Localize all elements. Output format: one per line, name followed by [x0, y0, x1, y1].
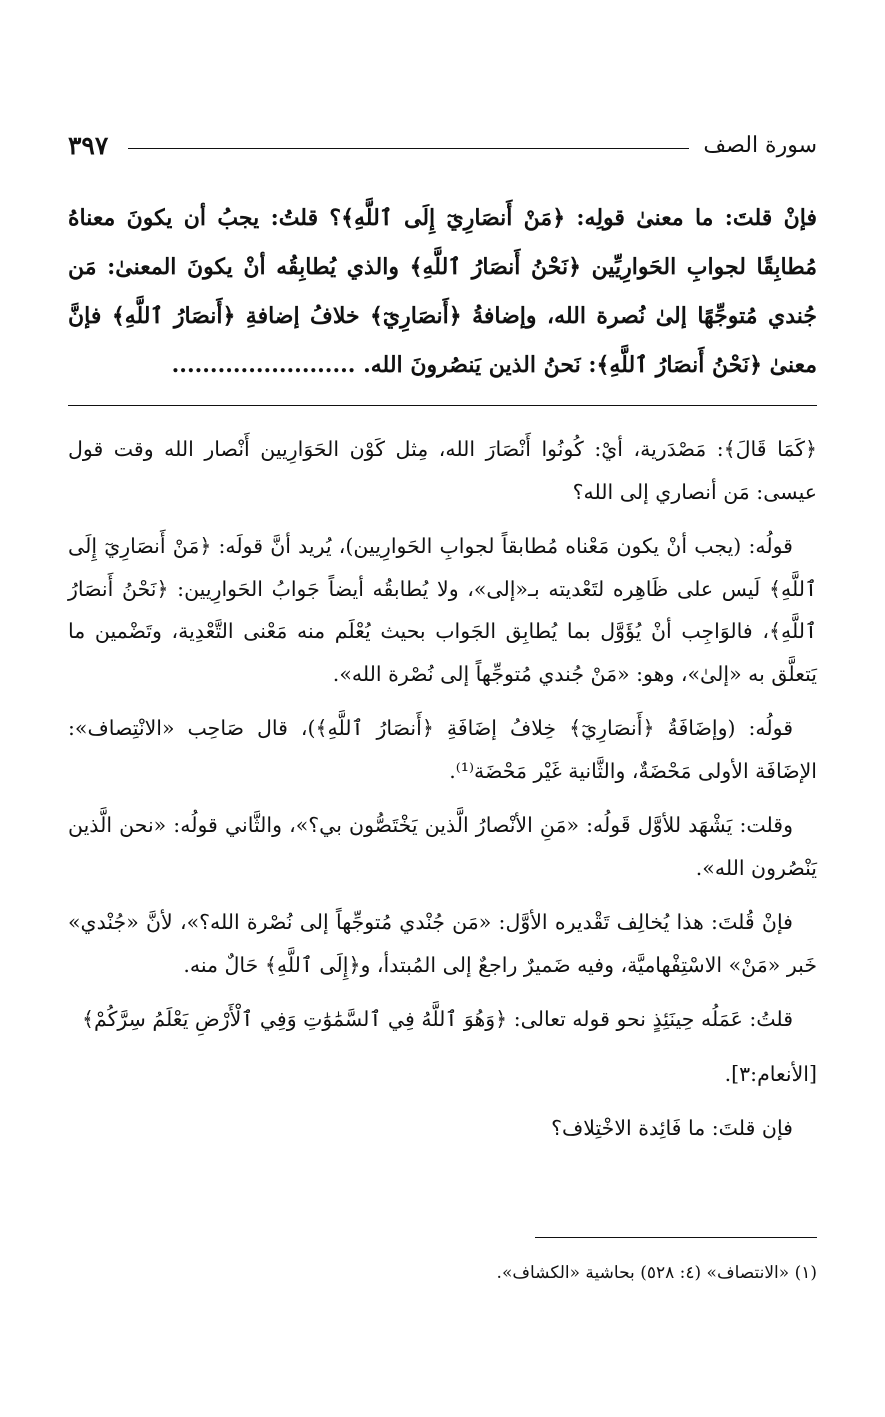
main-text-paragraph: فإنْ قلتَ: ما معنىٰ قولِه: ﴿مَنْ أَنصَارِيٓ إِلَى ٱللَّهِ﴾؟ قلتُ: يجبُ أن يكونَ معناهُ مُطابِقًا لجوابِ الحَوارِيِّين ﴿نَحْنُ أَنصَارُ ٱللَّهِ﴾ والذي يُطابِقُه أنْ يكونَ المعنىٰ: مَن جُندي مُتوجِّهًا إلىٰ نُصرة الله، وإضافةُ ﴿أَنصَارِيٓ﴾ خلافُ إضافةِ ﴿أَنصَارُ ٱللَّهِ﴾ فإنَّ معنىٰ ﴿نَحْنُ أَنصَارُ ٱللَّهِ﴾: نَحنُ الذين يَنصُرونَ الله. ........................ — [68, 205, 817, 378]
commentary-paragraph: قلتُ: عَمَلُه حِينَئِذٍ نحو قوله تعالى: ﴿وَهُوَ ٱللَّهُ فِي ٱلسَّمَٰوَٰتِ وَفِي ٱلْأَرْضِ يَعْلَمُ سِرَّكُمْ﴾ — [81, 1007, 793, 1031]
page-number: ٣٩٧ — [68, 130, 109, 160]
quran-reference: [الأنعام:٣]. — [724, 1061, 817, 1086]
page-header — [68, 120, 817, 170]
surah-title: سورة الصف — [703, 132, 817, 158]
commentary-paragraph: وقلت: يَشْهَد للأوَّل قَولُه: «مَنِ الأنْصارُ الَّذين يَخْتَصُّون بي؟»، والثَّاني قولُه: «نحن الَّذين يَنْصُرون الله». — [68, 813, 817, 880]
commentary-paragraph: قولُه: (يجب أنْ يكون مَعْناه مُطابقاً لجوابِ الحَوارِيين)، يُريد أنَّ قولَه: ﴿مَنْ أَنصَارِيٓ إِلَى ٱللَّهِ﴾ لَيس على ظَاهِره لتَعْديته بـ«إلى»، ولا يُطابقُه أيضاً جَوابُ الحَوارِيين: ﴿نَحْنُ أَنصَارُ ٱللَّهِ﴾، فالوَاجِب أنْ يُؤَوَّل بما يُطابِق الجَواب بحيث يُعْلَم منه مَعْنى التَّعْدِية، وتَضْمين ما يَتعلَّق به «إلىٰ»، وهو: «مَنْ جُندي مُتوجِّهاً إلى نُصْرة الله». — [68, 534, 817, 686]
header-rule — [128, 148, 689, 149]
main-text — [68, 194, 817, 390]
footnote-rule — [535, 1237, 817, 1238]
commentary-paragraph: قولُه: (وإضَافَةُ ﴿أَنصَارِيٓ﴾ خِلافُ إضَافَةِ ﴿أَنصَارُ ٱللَّهِ﴾)، قال صَاحِب «الانْتِصاف»: الإضَافَة الأولى مَحْضَةٌ، والثَّانية غَيْر مَحْضَة⁽¹⁾. — [68, 716, 817, 783]
section-divider — [68, 405, 817, 406]
footnote: (١) «الانتصاف» (٤: ٥٢٨) بحاشية «الكشاف». — [496, 1263, 817, 1283]
commentary-paragraph: فإن قلتَ: ما فَائِدة الاخْتِلاف؟ — [551, 1116, 793, 1140]
commentary-paragraph: ﴿كَمَا قَالَ﴾: مَصْدَرية، أيْ: كُونُوا أَنْصَارَ الله، مِثل كَوْن الحَوَارِيين أَنْصار الله وقت قول عيسى: مَن أنصاري إلى الله؟ — [68, 437, 817, 504]
commentary-paragraph: فإنْ قُلتَ: هذا يُخالِف تَقْديره الأوَّل: «مَن جُنْدي مُتوجِّهاً إلى نُصْرة الله؟»، لأنَّ «جُنْدي» خَبر «مَنْ» الاسْتِفْهاميَّة، وفيه ضَميرٌ راجعٌ إلى المُبتدأ، و﴿إِلَى ٱللَّهِ﴾ حَالٌ منه. — [68, 910, 817, 977]
commentary — [68, 428, 817, 1162]
